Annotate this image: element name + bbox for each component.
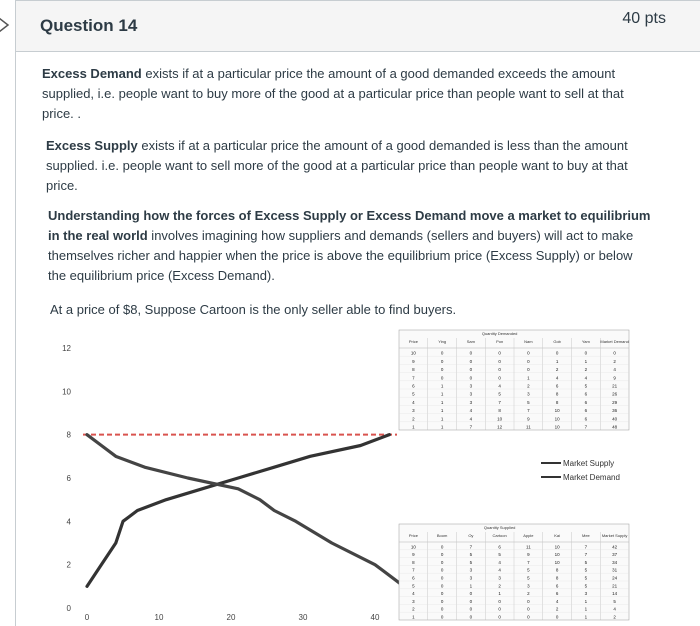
supply-table-cell: 3	[412, 598, 415, 604]
demand-table-cell: 0	[584, 350, 588, 356]
y-tick-label: 10	[62, 387, 71, 397]
legend-label: Market Demand	[563, 473, 620, 482]
demand-table-cell: 6	[412, 383, 415, 389]
supply-table-cell: 7	[412, 567, 415, 573]
supply-table-cell: 0	[527, 614, 530, 620]
supply-table-column-header: Mee	[581, 533, 590, 538]
supply-table-cell: 0	[440, 591, 444, 597]
demand-table-cell: 7	[584, 424, 588, 430]
supply-table-cell: 1	[584, 614, 588, 620]
demand-table-cell: 3	[469, 399, 473, 405]
supply-table-cell: 5	[527, 575, 530, 581]
demand-table-column-header: Market Demand	[600, 339, 629, 344]
demand-table-cell: 0	[469, 350, 473, 356]
supply-table-cell: 4	[498, 567, 501, 573]
chevron-right-icon[interactable]	[0, 16, 14, 34]
demand-table-cell: 12	[497, 424, 503, 430]
demand-table-cell: 7	[527, 408, 530, 414]
demand-table-cell: 1	[440, 391, 444, 397]
excess-supply-text: exists if at a particular price the amount of a good demanded is less than the amount supplied. i.e. people want to sell more of the good at a particular price than people want to buy at that price.	[46, 138, 628, 193]
supply-table-cell: 3	[469, 575, 473, 581]
demand-table-cell: 10	[410, 350, 416, 356]
supply-table-cell: 6	[412, 575, 415, 581]
demand-table-cell: 8	[412, 367, 415, 373]
understanding-bold-text: Understanding how the forces of Excess Supply or Excess Demand move a market to equilibrium in the real world	[48, 208, 651, 243]
supply-table-cell: 14	[612, 591, 618, 597]
demand-table-cell: 4	[469, 416, 473, 422]
supply-table-cell: 3	[584, 591, 588, 597]
supply-table-cell: 3	[498, 575, 501, 581]
demand-table-cell: 10	[554, 424, 560, 430]
excess-supply-term: Excess Supply	[46, 138, 138, 153]
supply-table-cell: 7	[584, 544, 588, 550]
demand-table-cell: 3	[527, 391, 530, 397]
supply-table-cell: 10	[554, 544, 560, 550]
demand-table-cell: 0	[440, 375, 444, 381]
understanding-text: involves imagining how suppliers and demands (sellers and buyers) will act to make themselves richer and happier when the price is above the equilibrium price (Excess Supply) or below the equilibrium price (Excess Demand).	[48, 228, 634, 283]
demand-table-column-header: Nam	[524, 339, 533, 344]
demand-table-cell: 1	[440, 383, 444, 389]
demand-table-cell: 10	[554, 416, 560, 422]
supply-table-cell: 0	[469, 606, 473, 612]
x-tick-label: 30	[298, 613, 308, 622]
supply-table-cell: 4	[412, 591, 415, 597]
demand-table-cell: 3	[412, 408, 415, 414]
demand-table-cell: 4	[555, 375, 559, 381]
supply-table-cell: 5	[498, 552, 501, 558]
excess-demand-text: exists if at a particular price the amount of a good demanded exceeds the amount supplied, i.e. people want to buy more of the good at a particular price than people want to sell at that price. .	[42, 66, 624, 121]
demand-table-cell: 7	[469, 424, 473, 430]
demand-table-column-header: Ying	[438, 339, 447, 344]
supply-table-cell: 10	[554, 559, 560, 565]
market-figure	[57, 328, 657, 626]
supply-table-cell: 8	[555, 575, 559, 581]
demand-table-cell: 2	[527, 383, 530, 389]
demand-table-cell: 4	[412, 399, 415, 405]
supply-table-cell: 0	[498, 614, 501, 620]
demand-table-cell: 5	[584, 383, 588, 389]
demand-table-cell: 3	[469, 383, 473, 389]
x-tick-label: 0	[84, 613, 90, 622]
demand-table-cell: 0	[613, 350, 616, 356]
excess-demand-term: Excess Demand	[42, 66, 142, 81]
demand-table-cell: 1	[412, 424, 415, 430]
demand-table-cell: 6	[555, 383, 559, 389]
supply-table-cell: 4	[555, 598, 559, 604]
supply-table-cell: 0	[440, 614, 444, 620]
demand-table-cell: 2	[555, 367, 559, 373]
demand-table-cell: 0	[498, 350, 501, 356]
supply-table-cell: 7	[527, 559, 530, 565]
supply-table-cell: 0	[469, 598, 473, 604]
supply-table-cell: 5	[584, 567, 588, 573]
supply-table-cell: 0	[440, 583, 444, 589]
demand-table-cell: 5	[412, 391, 415, 397]
supply-table-cell: 8	[555, 567, 559, 573]
demand-table-cell: 8	[555, 391, 559, 397]
demand-table-column-header: Price	[408, 339, 418, 344]
question-header	[15, 0, 700, 52]
supply-table-column-header: Price	[408, 533, 418, 538]
demand-table-column-header: Gob	[553, 339, 561, 344]
supply-table-cell: 2	[613, 614, 616, 620]
supply-table-cell: 21	[612, 583, 618, 589]
supply-table-cell: 5	[613, 598, 616, 604]
supply-table-cell: 1	[469, 583, 473, 589]
supply-table-cell: 2	[498, 583, 501, 589]
supply-table-cell: 9	[412, 552, 415, 558]
demand-table-cell: 29	[612, 399, 618, 405]
demand-table-cell: 0	[440, 358, 444, 364]
demand-table-cell: 0	[440, 367, 444, 373]
demand-table-cell: 0	[527, 350, 530, 356]
demand-table-cell: 21	[612, 383, 618, 389]
supply-table-cell: 31	[612, 567, 618, 573]
legend-label: Market Supply	[563, 459, 615, 468]
demand-table-cell: 1	[440, 408, 444, 414]
demand-table-cell: 9	[613, 375, 616, 381]
demand-table-cell: 4	[469, 408, 473, 414]
supply-table-cell: 5	[584, 583, 588, 589]
y-tick-label: 4	[66, 517, 71, 527]
demand-table-cell: 11	[526, 424, 531, 430]
demand-table-cell: 6	[584, 408, 588, 414]
demand-table-cell: 0	[469, 367, 473, 373]
supply-table-cell: 0	[527, 606, 530, 612]
supply-table-column-header: Apple	[523, 533, 534, 538]
supply-table-cell: 0	[527, 598, 530, 604]
supply-table-cell: 2	[412, 606, 415, 612]
market-chart	[57, 328, 657, 626]
demand-table-cell: 2	[613, 358, 616, 364]
supply-table-cell: 1	[498, 591, 501, 597]
demand-table-cell: 36	[612, 408, 618, 414]
demand-table-group-header: Quantity Demanded	[481, 331, 518, 336]
supply-table-cell: 10	[554, 552, 560, 558]
demand-table-cell: 6	[584, 416, 588, 422]
demand-table-cell: 3	[469, 391, 473, 397]
y-tick-label: 0	[66, 604, 71, 613]
supply-table-cell: 0	[440, 567, 444, 573]
demand-table-cell: 5	[498, 391, 501, 397]
supply-table-cell: 3	[527, 583, 530, 589]
excess-demand-paragraph	[42, 64, 642, 124]
supply-table-cell: 1	[584, 598, 588, 604]
demand-table-cell: 26	[612, 391, 618, 397]
supply-table-cell: 2	[527, 591, 530, 597]
demand-table-cell: 0	[527, 367, 530, 373]
supply-table-group-header: Quantity Supplied	[483, 525, 516, 530]
demand-table-cell: 1	[440, 399, 444, 405]
supply-table-cell: 0	[440, 544, 444, 550]
supply-table-cell: 0	[440, 575, 444, 581]
supply-table-cell: 0	[469, 614, 473, 620]
supply-table-column-header: Market Supply	[601, 533, 628, 538]
supply-table-cell: 2	[555, 606, 559, 612]
supply-table-cell: 1	[412, 614, 415, 620]
demand-table-cell: 0	[440, 350, 444, 356]
supply-table-cell: 5	[527, 567, 530, 573]
demand-table-cell: 0	[469, 358, 473, 364]
demand-table-cell: 2	[412, 416, 415, 422]
demand-table-cell: 6	[584, 399, 588, 405]
demand-table-cell: 4	[613, 367, 616, 373]
demand-table-cell: 7	[498, 399, 501, 405]
demand-table-cell: 6	[584, 391, 588, 397]
demand-table-cell: 5	[527, 399, 530, 405]
y-tick-label: 12	[62, 344, 71, 353]
supply-table-cell: 1	[584, 606, 588, 612]
demand-table-cell: 9	[412, 358, 415, 364]
supply-table-cell: 11	[526, 544, 531, 550]
y-tick-label: 6	[66, 474, 71, 483]
supply-table-cell: 0	[440, 606, 444, 612]
supply-table-cell: 7	[469, 544, 473, 550]
supply-table-column-header: Cartoon	[492, 533, 507, 538]
supply-table-column-header: Boom	[436, 533, 448, 538]
supply-table-cell: 0	[469, 591, 473, 597]
supply-table-cell: 6	[555, 583, 559, 589]
y-tick-label: 2	[66, 560, 71, 570]
demand-table-cell: 0	[555, 350, 559, 356]
demand-table-cell: 40	[612, 416, 618, 422]
demand-table-cell: 4	[498, 383, 501, 389]
demand-table-cell: 1	[440, 416, 444, 422]
demand-table-cell: 10	[497, 416, 503, 422]
excess-supply-paragraph	[46, 136, 646, 196]
prompt-paragraph: At a price of $8, Suppose Cartoon is the only seller able to find buyers.	[50, 302, 457, 317]
demand-table-column-header: Pon	[496, 339, 504, 344]
supply-table-cell: 0	[498, 606, 501, 612]
supply-table-cell: 5	[469, 552, 473, 558]
demand-table-cell: 0	[469, 375, 473, 381]
y-tick-label: 8	[66, 430, 71, 440]
supply-table-cell: 5	[584, 575, 588, 581]
demand-table-cell: 0	[498, 367, 501, 373]
demand-table-cell: 10	[554, 408, 560, 414]
supply-table-cell: 6	[555, 591, 559, 597]
supply-table-cell: 7	[584, 552, 588, 558]
demand-table-cell: 0	[527, 358, 530, 364]
supply-table-cell: 4	[498, 559, 501, 565]
supply-table-cell: 4	[613, 606, 616, 612]
supply-table-cell: 8	[412, 559, 415, 565]
demand-table-cell: 48	[612, 424, 618, 430]
market-supply-line	[87, 435, 389, 587]
supply-table-cell: 0	[440, 559, 444, 565]
market-demand-line	[87, 435, 433, 597]
supply-table-cell: 5	[412, 583, 415, 589]
demand-table-column-header: Yam	[581, 339, 590, 344]
question-title: Question 14	[40, 16, 138, 35]
demand-table-cell: 1	[555, 358, 559, 364]
supply-table-cell: 0	[498, 598, 501, 604]
supply-table-cell: 0	[440, 598, 444, 604]
demand-table-cell: 9	[527, 416, 530, 422]
supply-table-cell: 34	[612, 559, 618, 565]
demand-table-cell: 0	[498, 375, 501, 381]
x-tick-label: 10	[154, 613, 164, 622]
supply-table-cell: 24	[612, 575, 618, 581]
supply-table-cell: 42	[612, 544, 618, 550]
demand-table-cell: 2	[584, 367, 588, 373]
supply-table-cell: 0	[440, 552, 444, 558]
understanding-paragraph	[48, 206, 653, 286]
demand-table-column-header: Sam	[466, 339, 475, 344]
supply-table-cell: 9	[527, 552, 530, 558]
demand-table-cell: 0	[498, 358, 501, 364]
supply-table-cell: 10	[410, 544, 416, 550]
supply-table-column-header: Kai	[554, 533, 561, 538]
demand-table-cell: 1	[527, 375, 530, 381]
supply-table-cell: 5	[469, 559, 473, 565]
supply-table-cell: 0	[555, 614, 559, 620]
supply-table-cell: 6	[498, 544, 501, 550]
supply-table-cell: 5	[584, 559, 588, 565]
x-tick-label: 40	[370, 613, 380, 622]
demand-table-cell: 4	[584, 375, 588, 381]
demand-table-cell: 1	[584, 358, 588, 364]
demand-table-cell: 7	[412, 375, 415, 381]
supply-table-cell: 37	[612, 552, 618, 558]
x-tick-label: 20	[226, 613, 236, 622]
demand-table-cell: 8	[498, 408, 501, 414]
question-points: 40 pts	[622, 10, 666, 27]
supply-table-cell: 3	[469, 567, 473, 573]
supply-table-column-header: Oy	[468, 533, 474, 538]
demand-table-cell: 8	[555, 399, 559, 405]
demand-table-cell: 1	[440, 424, 444, 430]
